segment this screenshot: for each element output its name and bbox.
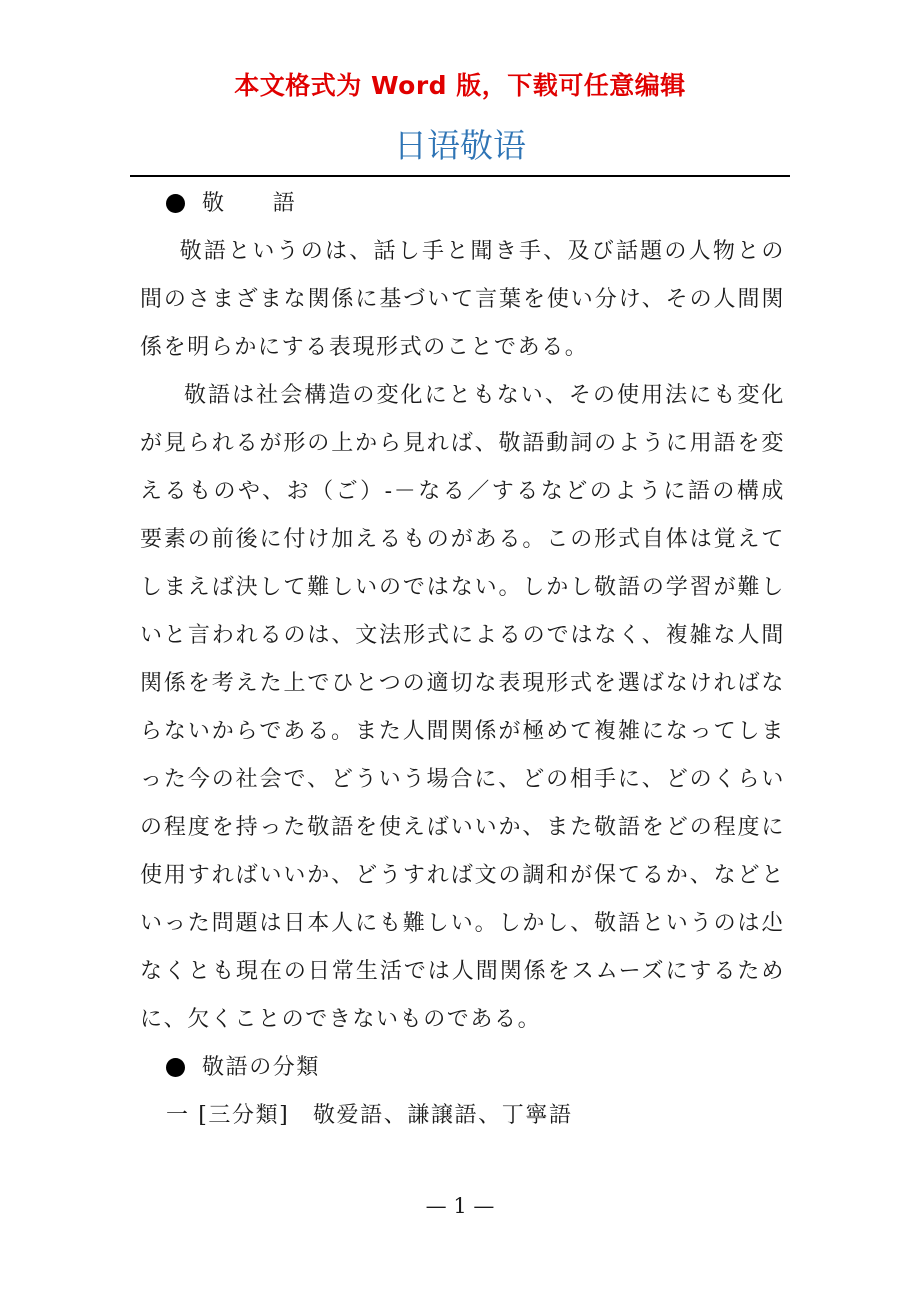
page-number: — 1 —: [425, 1194, 495, 1218]
section-heading-classification: [140, 1044, 785, 1092]
section-heading-keigo: [140, 180, 785, 228]
document-body: [140, 180, 785, 1140]
paragraph-definition: 敬語というのは、話し手と聞き手、及び話題の人物との間のさまざまな関係に基づいて言葉を使い分け、その人間関係を明らかにする表現形式のことである。: [140, 239, 785, 360]
classification-line: 一 [三分類] 敬爱語、謙譲語、丁寧語: [166, 1103, 573, 1128]
format-notice-banner: 本文格式为 Word 版，下载可任意编辑: [234, 71, 686, 100]
document-title: 日语敬语: [394, 126, 526, 165]
section-heading-text: 敬語の分類: [202, 1055, 321, 1080]
bullet-icon: [166, 194, 185, 213]
bullet-icon: [166, 1058, 185, 1077]
paragraph-usage: 敬語は社会構造の変化にともない、その使用法にも変化が見られるが形の上から見れば、敬語動詞のように用語を変えるものや、お（ご）-－なる／するなどのように語の構成要素の前後に付け加えるものがある。この形式自体は覚えてしまえば決して難しいのではない。しかし敬語の学習が難しいと言われるのは、文法形式によるのではなく、複雑な人間関係を考えた上でひとつの適切な表現形式を選ばなければならないからである。また人間関係が極めて複雑になってしまった今の社会で、どういう場合に、どの相手に、どのくらいの程度を持った敬語を使えばいいか、また敬語をどの程度に使用すればいいか、どうすれば文の調和が保てるか、などといった問題は日本人にも難しい。しかし、敬語というのは尐なくとも現在の日常生活では人間関係をスムーズにするために、欠くことのできないものである。: [140, 383, 785, 1032]
title-divider: [130, 175, 790, 177]
section-heading-text: 敬 語: [202, 191, 297, 216]
